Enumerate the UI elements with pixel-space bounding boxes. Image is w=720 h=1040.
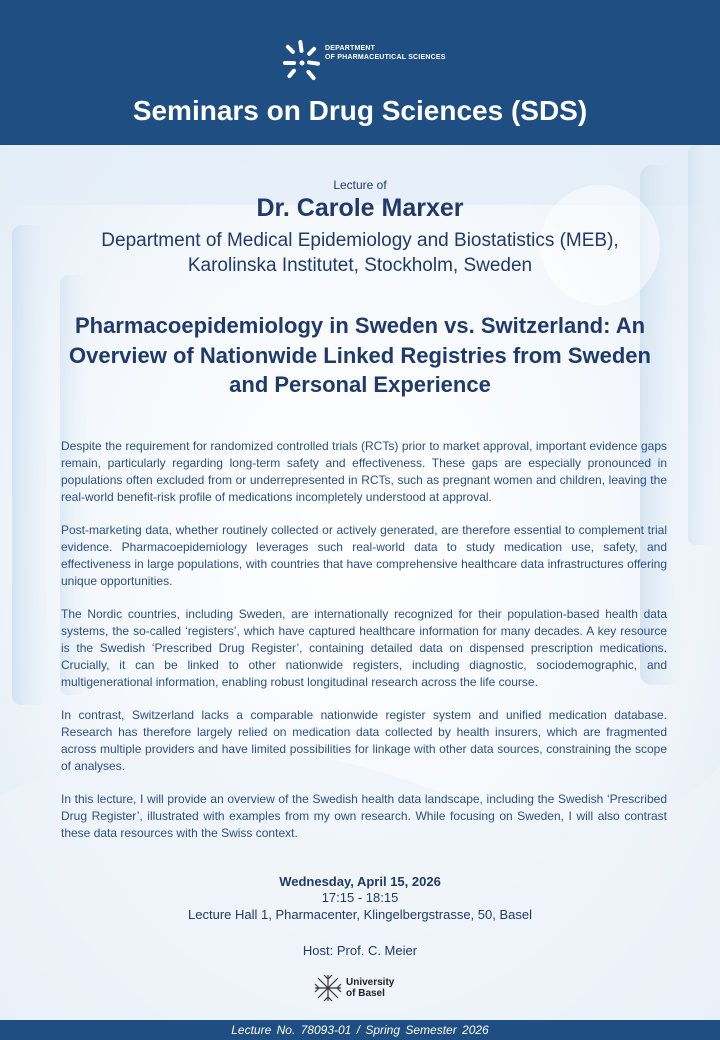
header-banner — [0, 0, 720, 145]
university-line-1: University — [346, 977, 395, 988]
event-venue: Lecture Hall 1, Pharmacenter, Klingelbergstrasse, 50, Basel — [188, 907, 532, 922]
event-time: 17:15 - 18:15 — [321, 890, 399, 905]
department-line-1: DEPARTMENT — [325, 45, 376, 52]
event-host: Host: Prof. C. Meier — [302, 943, 418, 958]
series-title: Seminars on Drug Sciences (SDS) — [132, 95, 588, 126]
department-name — [325, 44, 446, 62]
abstract-paragraph: Despite the requirement for randomized controlled trials (RCTs) prior to market approval, important evidence gaps remain, particularly regarding long-term safety and effectiveness. These gaps are especially pronounced in populations often excluded from or underrepresented in RCTs, such as pregnant women and children, leaving the real-world benefit-risk profile of medications incompletely understood at approval. — [61, 439, 667, 504]
abstract-paragraph: Post-marketing data, whether routinely collected or actively generated, are therefore essential to complement trial evidence. Pharmacoepidemiology leverages such real-world data to study medication use, safety, and effectiveness in large populations, with countries that have comprehensive healthcare data infrastructures offering unique opportunities. — [61, 523, 667, 588]
university-logo — [314, 972, 424, 1008]
university-name — [346, 977, 394, 999]
university-crest-icon — [314, 974, 342, 1002]
lecture-number: Lecture No. 78093-01 / Spring Semester 2026 — [231, 1023, 489, 1037]
lecture-intro: Lecture of — [333, 178, 387, 192]
department-logo — [280, 38, 460, 88]
department-logo-icon — [280, 38, 328, 86]
abstract-paragraph: The Nordic countries, including Sweden, are internationally recognized for their population-based health data systems, the so-called ‘registers’, which have captured healthcare information for many decades. A key resource is the Swedish ‘Prescribed Drug Register’, containing detailed data on dispensed prescription medications. Crucially, it can be linked to other nationwide registers, including diagnostic, sociodemographic, and multigenerational information, enabling robust longitudinal research across the life course. — [61, 607, 667, 689]
abstract-paragraph: In this lecture, I will provide an overview of the Swedish health data landscape, including the Swedish ‘Prescribed Drug Register’, illustrated with examples from my own research. While focusing on Sweden, I will also contrast these data resources with the Swiss context. — [61, 792, 667, 840]
footer-bar — [0, 1020, 720, 1040]
speaker-affiliation — [40, 228, 680, 278]
affiliation-line-2: Karolinska Institutet, Stockholm, Sweden — [187, 255, 533, 276]
talk-title: Pharmacoepidemiology in Sweden vs. Switzerland: An Overview of Nationwide Linked Registries from Sweden and Personal Experience — [69, 313, 651, 397]
affiliation-line-1: Department of Medical Epidemiology and Biostatistics (MEB), — [101, 230, 619, 251]
university-line-2: of Basel — [346, 988, 385, 999]
department-line-2: OF PHARMACEUTICAL SCIENCES — [325, 54, 446, 61]
speaker-name: Dr. Carole Marxer — [256, 194, 464, 222]
event-date: Wednesday, April 15, 2026 — [279, 874, 441, 889]
abstract — [61, 438, 667, 858]
abstract-paragraph: In contrast, Switzerland lacks a comparable nationwide register system and unified medication database. Research has therefore largely relied on medication data collected by health insurers, which are fragmented across multiple providers and have limited possibilities for linkage with other data sources, constraining the scope of analyses. — [61, 708, 667, 773]
